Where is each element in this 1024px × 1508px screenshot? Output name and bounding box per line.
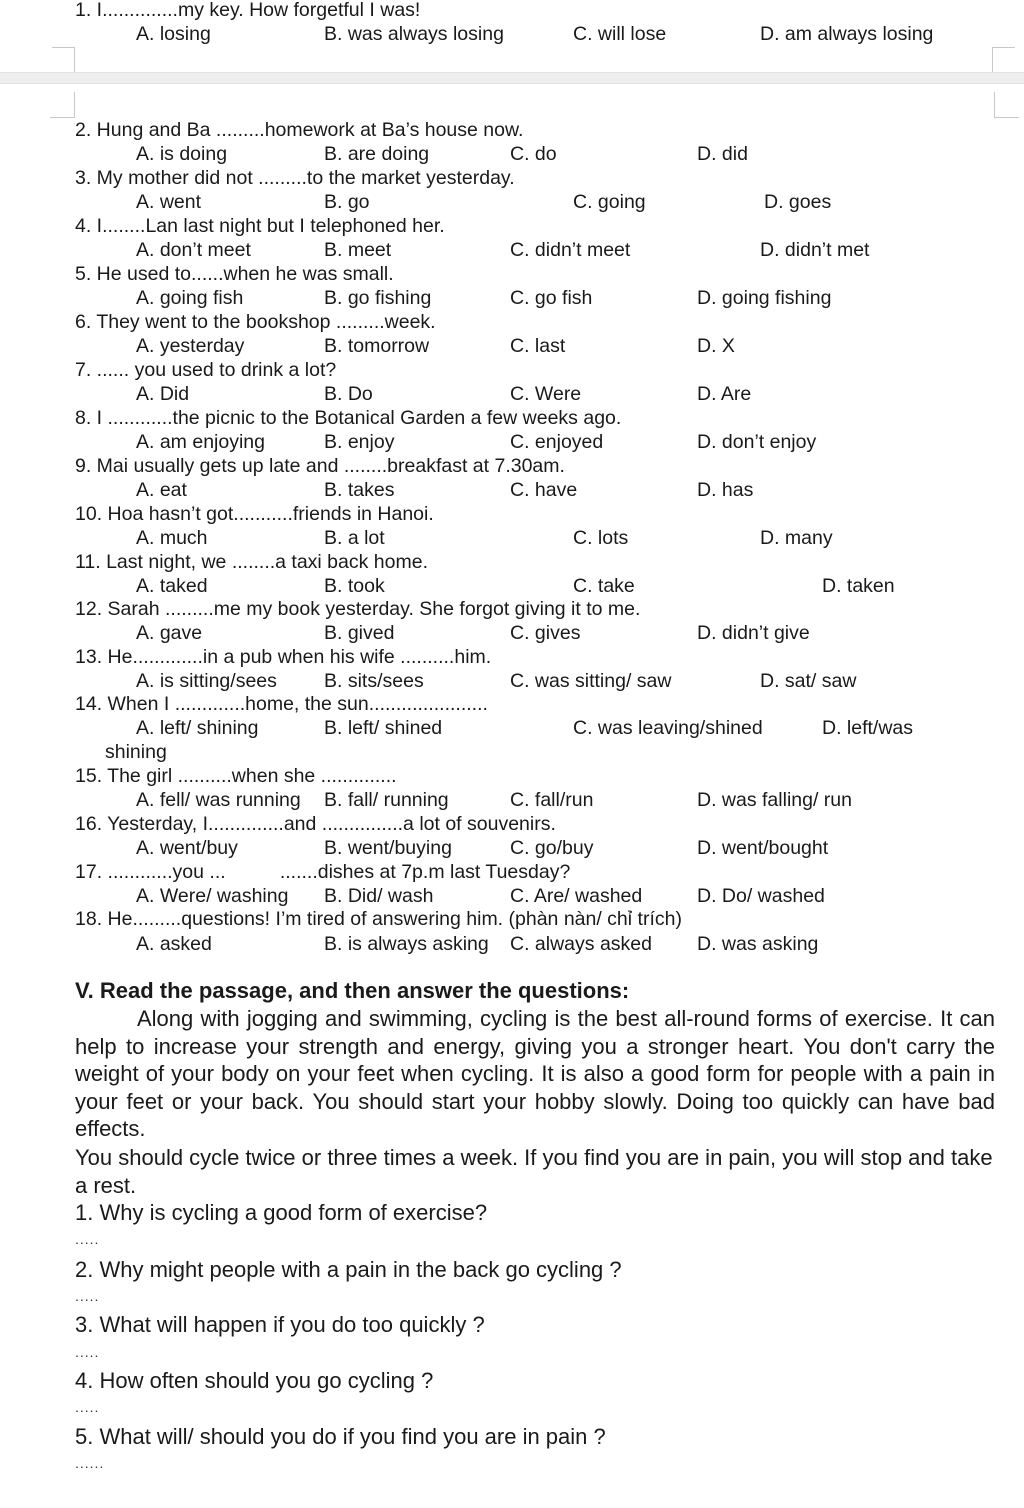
question-6-option-a: A. yesterday (136, 335, 245, 357)
question-1-option-d: D. am always losing (760, 23, 934, 45)
question-1-stem: 1. I..............my key. How forgetful I was! (75, 0, 421, 21)
question-14-option-d: D. left/was (822, 717, 914, 739)
question-10-option-d: D. many (760, 527, 833, 549)
question-1-option-a: A. losing (136, 23, 211, 45)
question-15-stem: 15. The girl ..........when she .............. (75, 765, 397, 787)
question-7-option-c: C. Were (510, 383, 582, 405)
question-3-option-d: D. goes (764, 191, 832, 213)
question-11-option-c: C. take (573, 575, 635, 597)
passage-paragraph-1 (75, 1005, 995, 1143)
question-8-stem: 8. I ............the picnic to the Botanical Garden a few weeks ago. (75, 407, 622, 429)
question-14-option-c: C. was leaving/shined (573, 717, 763, 739)
question-2-option-b: B. are doing (324, 143, 430, 165)
question-8-option-b: B. enjoy (324, 431, 395, 453)
question-15-option-b: B. fall/ running (324, 789, 449, 811)
answer-line-4[interactable]: ..... (75, 1399, 100, 1415)
question-14-stem: 14. When I .............home, the sun...................... (75, 693, 488, 715)
question-6-stem: 6. They went to the bookshop .........week. (75, 311, 436, 333)
question-13-stem: 13. He.............in a pub when his wife ..........him. (75, 646, 492, 668)
question-6-option-b: B. tomorrow (324, 335, 430, 357)
answer-line-2[interactable]: ..... (75, 1288, 100, 1304)
question-18-option-a: A. asked (136, 933, 212, 955)
question-3-option-b: B. go (324, 191, 370, 213)
question-17-stem: 17. ............you ... .......dishes at 7p.m last Tuesday? (75, 861, 571, 883)
question-4-option-d: D. didn’t met (760, 239, 870, 261)
question-8-option-a: A. am enjoying (136, 431, 265, 453)
question-15-option-a: A. fell/ was running (136, 789, 301, 811)
question-4-option-c: C. didn’t meet (510, 239, 631, 261)
section-heading: V. Read the passage, and then answer the questions: (75, 978, 630, 1003)
question-1-option-b: B. was always losing (324, 23, 504, 45)
comprehension-question-4: 4. How often should you go cycling ? (75, 1368, 434, 1393)
answer-line-1[interactable]: ..... (75, 1231, 100, 1247)
question-14-option-d-wrap: shining (105, 741, 167, 763)
question-13-option-a: A. is sitting/sees (136, 670, 277, 692)
question-2-stem: 2. Hung and Ba .........homework at Ba’s house now. (75, 119, 524, 141)
question-9-option-a: A. eat (136, 479, 187, 501)
question-15-option-d: D. was falling/ run (697, 789, 852, 811)
question-12-stem: 12. Sarah .........me my book yesterday. She forgot giving it to me. (75, 598, 641, 620)
question-18-option-c: C. always asked (510, 933, 652, 955)
passage-paragraph-1-text: Along with jogging and swimming, cycling is the best all-round forms of exercise. It can help to increase your strength and energy, giving you a stronger heart. You don't carry the weight of your body on your feet when cycling. It is also a good form for people with a pain in your feet or your back. You should start your hobby slowly. Doing too quickly can have bad effects. (75, 1006, 995, 1142)
question-6-option-d: D. X (697, 335, 735, 357)
question-16-option-b: B. went/buying (324, 837, 452, 859)
question-17-option-a: A. Were/ washing (136, 885, 289, 907)
question-18-stem: 18. He.........questions! I’m tired of answering him. (phàn nàn/ chỉ trích) (75, 908, 682, 930)
question-7-option-d: D. Are (697, 383, 752, 405)
question-2-option-a: A. is doing (136, 143, 228, 165)
question-15-option-c: C. fall/run (510, 789, 594, 811)
question-5-option-a: A. going fish (136, 287, 244, 309)
passage-paragraph-2: You should cycle twice or three times a week. If you find you are in pain, you will stop and take a rest. (75, 1145, 993, 1198)
question-16-option-c: C. go/buy (510, 837, 594, 859)
question-13-option-b: B. sits/sees (324, 670, 424, 692)
question-5-option-c: C. go fish (510, 287, 593, 309)
question-8-option-d: D. don’t enjoy (697, 431, 817, 453)
answer-line-5[interactable]: ...... (75, 1455, 105, 1471)
question-4-option-a: A. don’t meet (136, 239, 251, 261)
answer-line-3[interactable]: ..... (75, 1344, 100, 1360)
question-5-option-b: B. go fishing (324, 287, 432, 309)
question-10-option-c: C. lots (573, 527, 629, 549)
question-10-option-b: B. a lot (324, 527, 385, 549)
comprehension-question-1: 1. Why is cycling a good form of exercise? (75, 1200, 488, 1225)
question-17-option-c: C. Are/ washed (510, 885, 643, 907)
question-9-option-d: D. has (697, 479, 754, 501)
question-14-option-b: B. left/ shined (324, 717, 443, 739)
question-12-option-d: D. didn’t give (697, 622, 810, 644)
question-13-option-c: C. was sitting/ saw (510, 670, 672, 692)
question-18-option-b: B. is always asking (324, 933, 489, 955)
question-18-option-d: D. was asking (697, 933, 819, 955)
question-17-option-b: B. Did/ wash (324, 885, 434, 907)
question-16-stem: 16. Yesterday, I..............and ...............a lot of souvenirs. (75, 813, 556, 835)
question-5-option-d: D. going fishing (697, 287, 832, 309)
question-1-option-c: C. will lose (573, 23, 667, 45)
question-7-option-a: A. Did (136, 383, 190, 405)
question-12-option-b: B. gived (324, 622, 395, 644)
question-9-stem: 9. Mai usually gets up late and ........breakfast at 7.30am. (75, 455, 565, 477)
page-corner-mark (52, 47, 75, 72)
question-12-option-a: A. gave (136, 622, 203, 644)
page-corner-mark (50, 92, 75, 118)
question-17-option-d: D. Do/ washed (697, 885, 825, 907)
question-11-stem: 11. Last night, we ........a taxi back home. (75, 551, 428, 573)
page-corner-mark (992, 47, 1015, 72)
question-3-option-a: A. went (136, 191, 202, 213)
question-7-option-b: B. Do (324, 383, 373, 405)
question-6-option-c: C. last (510, 335, 566, 357)
question-11-option-b: B. took (324, 575, 385, 597)
comprehension-question-3: 3. What will happen if you do too quickly ? (75, 1312, 485, 1337)
page-break-band (0, 72, 1024, 84)
page-corner-mark (994, 92, 1019, 118)
comprehension-question-5: 5. What will/ should you do if you find you are in pain ? (75, 1424, 606, 1449)
question-11-option-a: A. taked (136, 575, 208, 597)
question-5-stem: 5. He used to......when he was small. (75, 263, 394, 285)
question-16-option-a: A. went/buy (136, 837, 238, 859)
question-7-stem: 7. ...... you used to drink a lot? (75, 359, 337, 381)
question-4-option-b: B. meet (324, 239, 392, 261)
question-16-option-d: D. went/bought (697, 837, 829, 859)
question-2-option-d: D. did (697, 143, 748, 165)
question-2-option-c: C. do (510, 143, 557, 165)
question-3-option-c: C. going (573, 191, 646, 213)
question-8-option-c: C. enjoyed (510, 431, 604, 453)
question-4-stem: 4. I........Lan last night but I telephoned her. (75, 215, 445, 237)
question-3-stem: 3. My mother did not .........to the market yesterday. (75, 167, 515, 189)
question-10-option-a: A. much (136, 527, 208, 549)
question-14-option-a: A. left/ shining (136, 717, 259, 739)
question-9-option-c: C. have (510, 479, 578, 501)
comprehension-question-2: 2. Why might people with a pain in the back go cycling ? (75, 1257, 622, 1282)
question-11-option-d: D. taken (822, 575, 895, 597)
question-9-option-b: B. takes (324, 479, 395, 501)
question-10-stem: 10. Hoa hasn’t got...........friends in Hanoi. (75, 503, 434, 525)
question-12-option-c: C. gives (510, 622, 581, 644)
question-13-option-d: D. sat/ saw (760, 670, 857, 692)
